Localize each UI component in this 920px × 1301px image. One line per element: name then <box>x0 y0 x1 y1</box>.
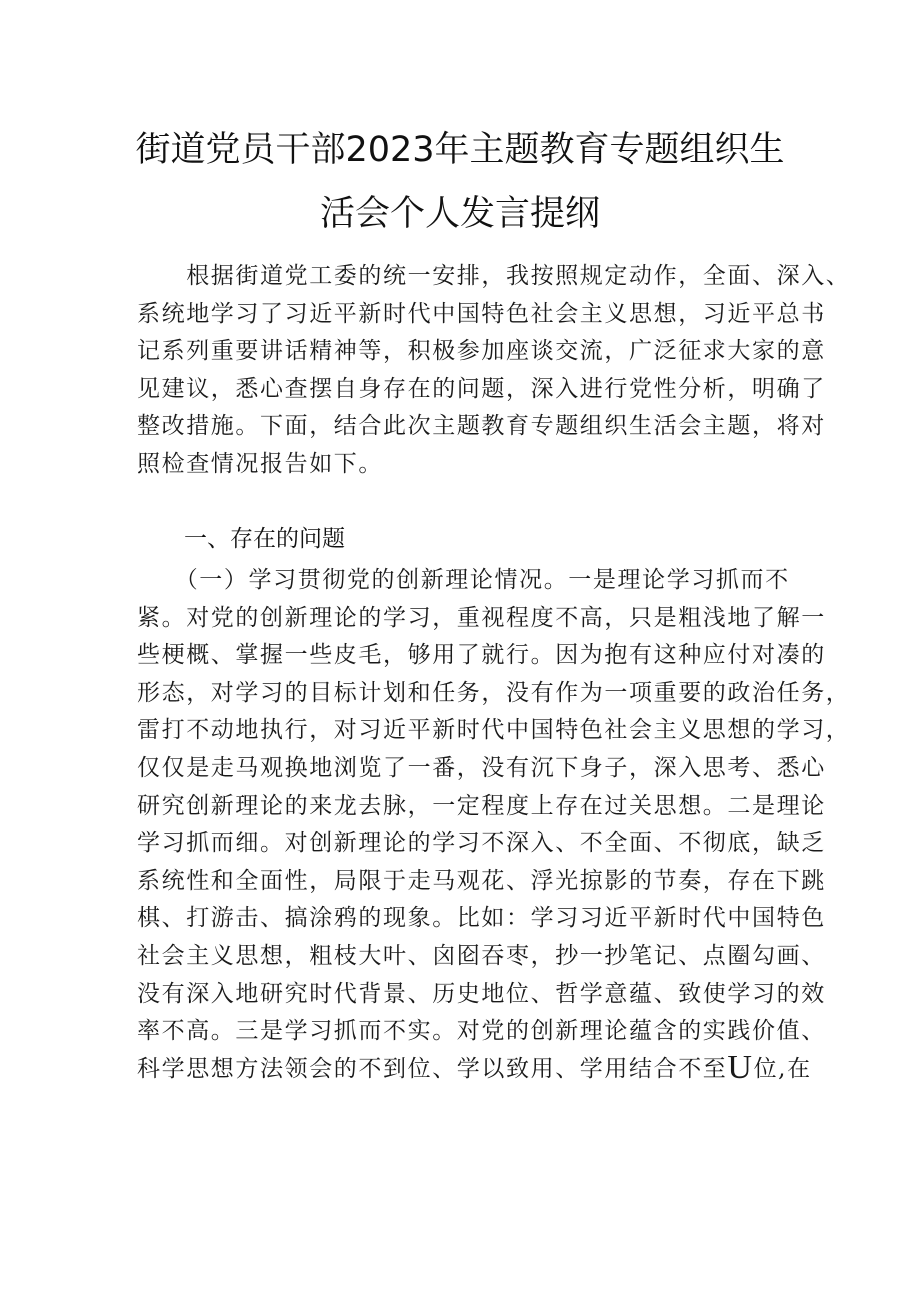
document-title-line-1: 街道党员干部2023年主题教育专题组织生 <box>135 130 785 170</box>
document-title-line-2: 活会个人发言提纲 <box>319 194 600 234</box>
paragraph-line: 学习抓而细。对创新理论的学习不深入、不全面、不彻底，缺乏 <box>137 830 826 857</box>
paragraph-line: 见建议，悉心查摆自身存在的问题，深入进行党性分析，明确了 <box>137 375 826 402</box>
paragraph-line: 仅仅是走马观换地浏览了一番，没有沉下身子，深入思考、悉心 <box>137 754 826 781</box>
section-paragraph <box>137 562 851 1088</box>
paragraph-line: 记系列重要讲话精神等，积极参加座谈交流，广泛征求大家的意 <box>137 338 826 365</box>
paragraph-line: 棋、打游击、搞涂鸦的现象。比如：学习习近平新时代中国特色 <box>137 905 826 932</box>
paragraph-line: 研究创新理论的来龙去脉，一定程度上存在过关思想。二是理论 <box>137 792 826 819</box>
intro-paragraph <box>137 258 851 484</box>
paragraph-line: 根据街道党工委的统一安排，我按照规定动作，全面、深入、 <box>137 263 851 289</box>
paragraph-line: 照检查情况报告如下。 <box>137 450 383 477</box>
paragraph-line: 率不高。三是学习抓而不实。对党的创新理论蕴含的实践价值、 <box>137 1018 826 1045</box>
paragraph-line: 些梗概、掌握一些皮毛，够用了就行。因为抱有这种应付对凑的 <box>137 642 826 669</box>
paragraph-line: 系统性和全面性，局限于走马观花、浮光掠影的节奏，存在下跳 <box>137 867 826 894</box>
paragraph-line: （一）学习贯彻党的创新理论情况。一是理论学习抓而不 <box>137 567 790 593</box>
paragraph-line: 社会主义思想，粗枝大叶、囟囵吞枣，抄一抄笔记、点圈勾画、 <box>137 942 826 969</box>
paragraph-line-last <box>137 1048 812 1089</box>
stray-large-glyph: U <box>727 1048 754 1086</box>
last-line-text-after: 位,在 <box>753 1055 812 1082</box>
paragraph-line: 雷打不动地执行，对习近平新时代中国特色社会主义思想的学习， <box>137 717 851 744</box>
paragraph-line: 整改措施。下面，结合此次主题教育专题组织生活会主题，将对 <box>137 413 826 440</box>
paragraph-line: 形态，对学习的目标计划和任务，没有作为一项重要的政治任务， <box>137 679 851 706</box>
paragraph-line: 系统地学习了习近平新时代中国特色社会主义思想，习近平总书 <box>137 300 826 327</box>
paragraph-line: 没有深入地研究时代背景、历史地位、哲学意蕴、致使学习的效 <box>137 980 826 1007</box>
last-line-text-before: 科学思想方法领会的不到位、学以致用、学用结合不至 <box>137 1055 728 1082</box>
paragraph-line: 紧。对党的创新理论的学习，重视程度不高，只是粗浅地了解一 <box>137 604 826 631</box>
section-heading: 一、存在的问题 <box>184 526 345 552</box>
